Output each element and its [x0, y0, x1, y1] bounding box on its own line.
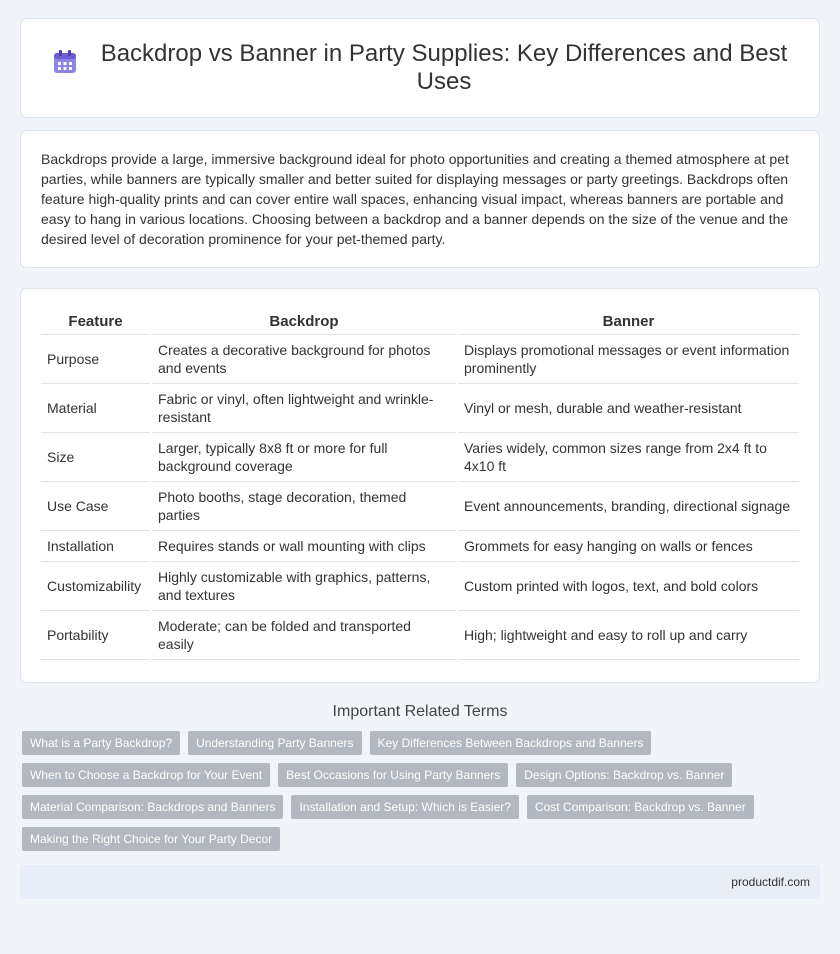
related-terms-title: Important Related Terms — [332, 703, 508, 720]
table-row — [41, 384, 799, 433]
intro-card — [20, 130, 820, 268]
related-term-tag[interactable]: Understanding Party Banners — [188, 731, 361, 755]
title-row — [51, 40, 789, 96]
feature-cell: Installation — [41, 531, 151, 562]
table-row — [41, 335, 799, 384]
table-row — [41, 531, 799, 562]
banner-cell: Vinyl or mesh, durable and weather-resistant — [457, 384, 799, 433]
backdrop-cell: Creates a decorative background for photos and events — [151, 335, 457, 384]
table-row — [41, 433, 799, 482]
backdrop-cell: Requires stands or wall mounting with clips — [151, 531, 457, 562]
related-term-tag[interactable]: Key Differences Between Backdrops and Banners — [370, 731, 652, 755]
title-card — [20, 18, 820, 118]
feature-cell: Purpose — [41, 335, 151, 384]
table-row — [41, 611, 799, 660]
banner-cell: Grommets for easy hanging on walls or fences — [457, 531, 799, 562]
backdrop-cell: Moderate; can be folded and transported easily — [151, 611, 457, 660]
header-feature: Feature — [41, 309, 151, 335]
related-term-tag[interactable]: Best Occasions for Using Party Banners — [278, 763, 508, 787]
page-title: Backdrop vs Banner in Party Supplies: Key Differences and Best Uses — [100, 40, 788, 95]
backdrop-cell: Highly customizable with graphics, patterns, and textures — [151, 562, 457, 611]
related-terms-section — [0, 703, 840, 859]
related-term-tag[interactable]: Design Options: Backdrop vs. Banner — [516, 763, 732, 787]
table-row — [41, 562, 799, 611]
banner-cell: Event announcements, branding, directional signage — [457, 482, 799, 531]
feature-cell: Customizability — [41, 562, 151, 611]
header-banner: Banner — [457, 309, 799, 335]
table-header-row — [41, 309, 799, 335]
backdrop-cell: Fabric or vinyl, often lightweight and wrinkle-resistant — [151, 384, 457, 433]
header-backdrop: Backdrop — [151, 309, 457, 335]
comparison-table — [41, 309, 799, 660]
related-term-tag[interactable]: When to Choose a Backdrop for Your Event — [22, 763, 270, 787]
feature-cell: Use Case — [41, 482, 151, 531]
feature-cell: Size — [41, 433, 151, 482]
related-term-tag[interactable]: What is a Party Backdrop? — [22, 731, 180, 755]
backdrop-cell: Larger, typically 8x8 ft or more for full background coverage — [151, 433, 457, 482]
banner-cell: Displays promotional messages or event information prominently — [457, 335, 799, 384]
comparison-card — [20, 288, 820, 683]
feature-cell: Material — [41, 384, 151, 433]
banner-cell: Varies widely, common sizes range from 2x4 ft to 4x10 ft — [457, 433, 799, 482]
intro-paragraph: Backdrops provide a large, immersive background ideal for photo opportunities and creating a themed atmosphere at pet parties, while banners are typically smaller and better suited for displaying messages or party greetings. Backdrops often feature high-quality prints and can cover entire wall spaces, enhancing visual impact, whereas banners are portable and easy to hang in various locations. Choosing between a backdrop and a banner depends on the size of the venue and the desired level of decoration prominence for your pet-themed party. — [41, 151, 789, 247]
related-term-tag[interactable]: Installation and Setup: Which is Easier? — [291, 795, 518, 819]
related-terms-list — [0, 731, 840, 859]
backdrop-cell: Photo booths, stage decoration, themed parties — [151, 482, 457, 531]
feature-cell: Portability — [41, 611, 151, 660]
related-term-tag[interactable]: Material Comparison: Backdrops and Banners — [22, 795, 283, 819]
footer — [20, 865, 820, 899]
calendar-icon — [51, 48, 79, 76]
table-row — [41, 482, 799, 531]
banner-cell: Custom printed with logos, text, and bold colors — [457, 562, 799, 611]
related-term-tag[interactable]: Making the Right Choice for Your Party Decor — [22, 827, 280, 851]
related-term-tag[interactable]: Cost Comparison: Backdrop vs. Banner — [527, 795, 754, 819]
banner-cell: High; lightweight and easy to roll up and carry — [457, 611, 799, 660]
footer-site-link[interactable]: productdif.com — [731, 875, 810, 889]
